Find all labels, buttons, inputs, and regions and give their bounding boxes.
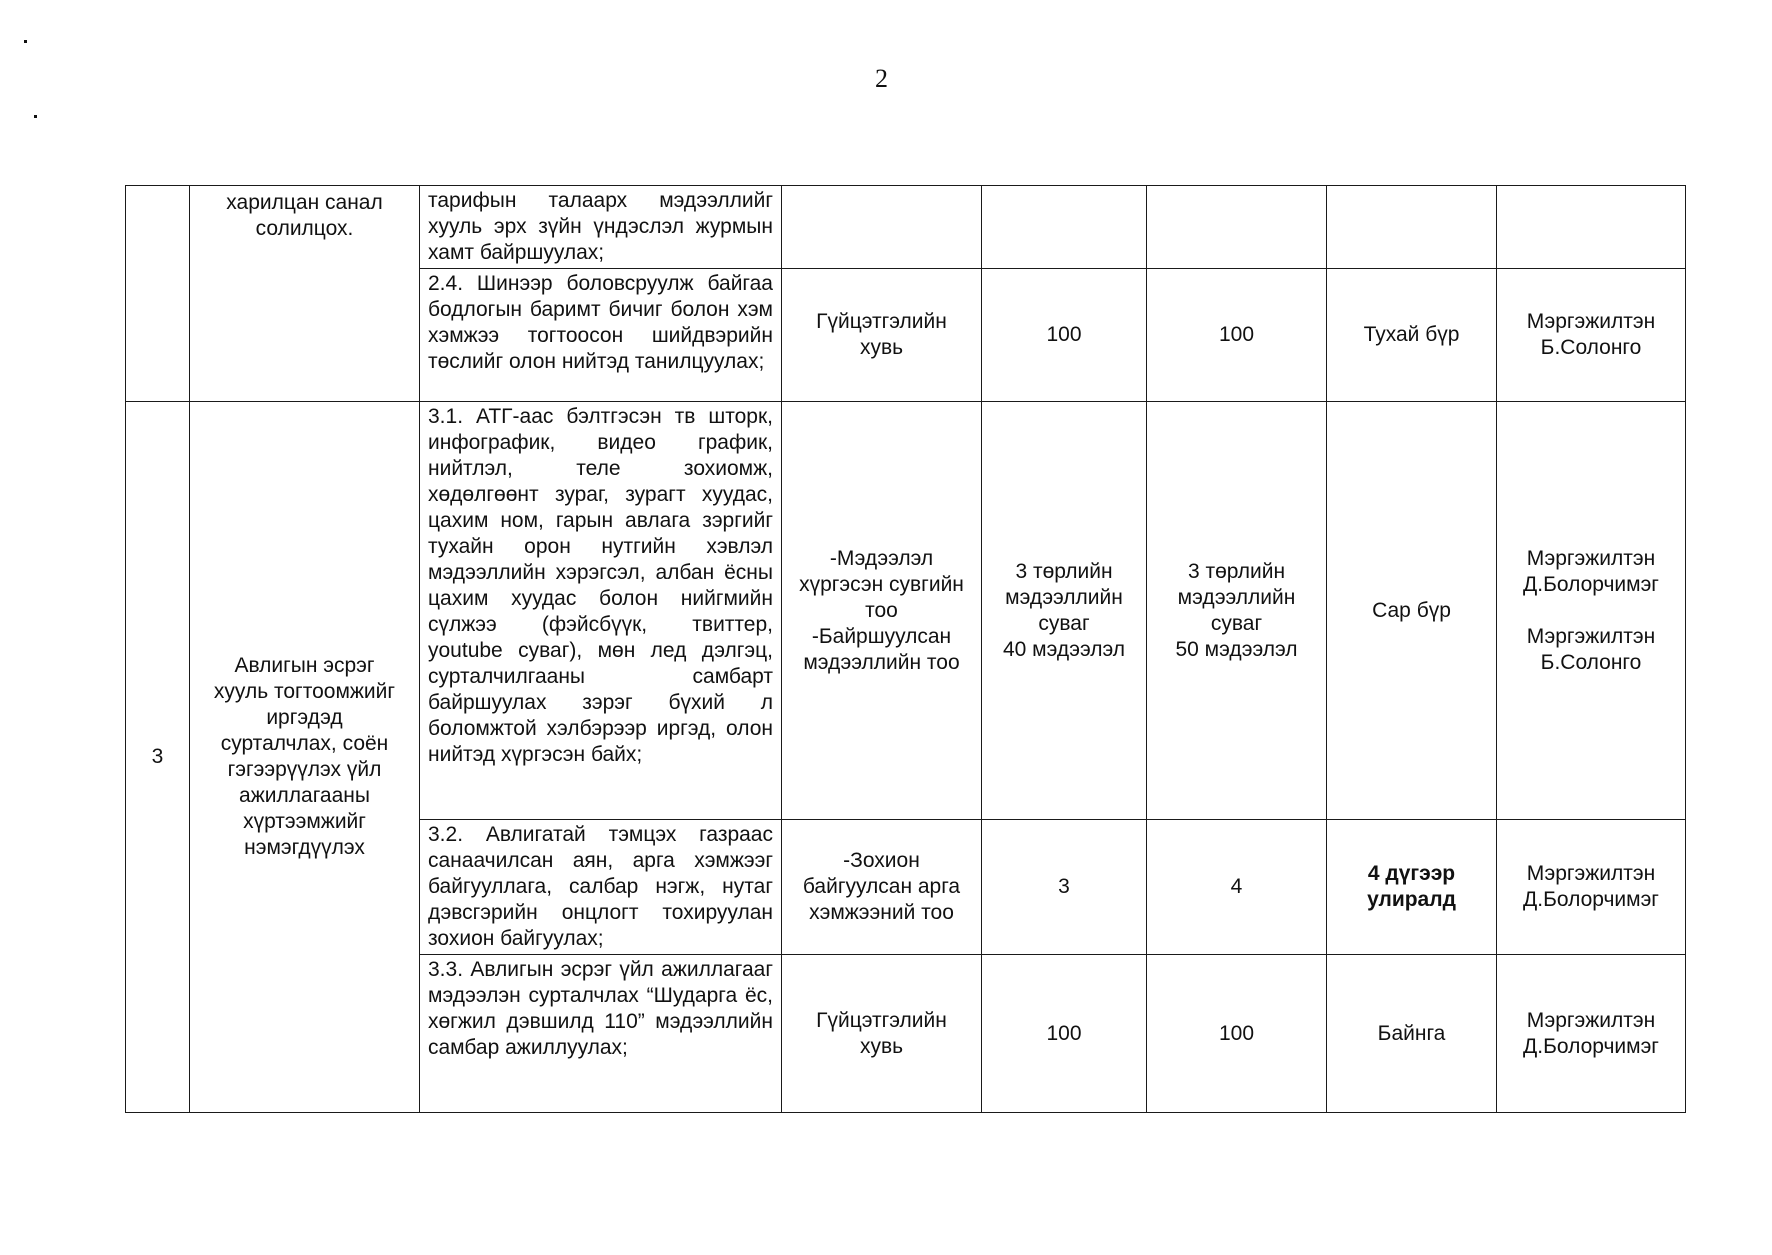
timeframe-cell bbox=[1327, 186, 1497, 269]
table-row bbox=[126, 402, 1686, 820]
target-cell bbox=[1147, 402, 1327, 820]
indicator-text: Гүйцэтгэлийн хувь bbox=[816, 1008, 947, 1058]
timeframe-cell bbox=[1327, 402, 1497, 820]
timeframe-text: 4 дүгээр улиралд bbox=[1367, 862, 1456, 911]
target-text: 3 төрлийн мэдээллийн суваг 50 мэдээлэл bbox=[1175, 559, 1298, 661]
baseline-cell bbox=[982, 269, 1147, 402]
goal-cell bbox=[190, 186, 420, 402]
page-number: 2 bbox=[875, 64, 888, 93]
activity-cell bbox=[420, 955, 782, 1113]
activity-text: тарифын талаарх мэдээллийг хууль эрх зүйн үндэслэл журмын хамт байршуулах; bbox=[428, 189, 773, 264]
target-cell bbox=[1147, 186, 1327, 269]
responsible-cell bbox=[1497, 186, 1686, 269]
responsible-cell bbox=[1497, 269, 1686, 402]
responsible-text: Мэргэжилтэн Б.Солонго bbox=[1526, 310, 1656, 359]
action-plan-table bbox=[125, 185, 1686, 1113]
baseline-cell bbox=[982, 955, 1147, 1113]
table-row bbox=[126, 186, 1686, 269]
target-cell bbox=[1147, 820, 1327, 955]
responsible-text: Мэргэжилтэн Д.Болорчимэг bbox=[1523, 862, 1659, 911]
indicator-text: Гүйцэтгэлийн хувь bbox=[816, 310, 947, 359]
timeframe-cell bbox=[1327, 820, 1497, 955]
activity-text: 3.3. Авлигын эсрэг үйл ажиллагааг мэдээлэн сурталчлах “Шударга ёс, хөгжил дэвшилд 110” мэдээллийн самбар ажиллуулах; bbox=[428, 958, 773, 1059]
responsible-text: Мэргэжилтэн Д.Болорчимэг bbox=[1523, 1008, 1659, 1058]
responsible-cell bbox=[1497, 402, 1686, 820]
responsible-cell bbox=[1497, 955, 1686, 1113]
activity-text: 3.1. АТГ-аас бэлтгэсэн тв шторк, инфографик, видео график, нийтлэл, теле зохиомж, хөдөлгөөнт зураг, зурагт хуудас, цахим ном, гарын авлага зэргийг тухайн орон нутгийн хэвлэл мэдээллийн хэрэгсэл, албан ёсны цахим хуудас болон нийгмийн сүлжээ (фэйсбүүк, твиттер, youtube суваг), мөн лед дэлгэц, сурталчилгааны самбарт байршуулах зэрэг бүхий л боломжтой хэлбэрээр иргэд, олон нийтэд хүргэсэн байх; bbox=[428, 405, 773, 766]
goal-cell bbox=[190, 402, 420, 1113]
timeframe-text: Тухай бүр bbox=[1363, 323, 1460, 346]
target-cell bbox=[1147, 955, 1327, 1113]
baseline-text: 3 bbox=[1058, 875, 1070, 898]
activity-text: 2.4. Шинээр боловсруулж байгаа бодлогын баримт бичиг болон хэм хэмжээ тогтоосон шийдвэрийн төслийг олон нийтэд танилцуулах; bbox=[428, 272, 773, 373]
scan-speck bbox=[34, 115, 37, 118]
responsible-cell bbox=[1497, 820, 1686, 955]
baseline-text: 100 bbox=[1046, 323, 1082, 346]
row-number-cell bbox=[126, 402, 190, 1113]
indicator-text: -Мэдээлэл хүргэсэн сувгийн тоо -Байршуулсан мэдээллийн тоо bbox=[799, 546, 964, 674]
target-text: 4 bbox=[1230, 875, 1243, 898]
indicator-cell bbox=[782, 402, 982, 820]
indicator-cell bbox=[782, 955, 982, 1113]
row-number-cell bbox=[126, 186, 190, 402]
timeframe-cell bbox=[1327, 269, 1497, 402]
row-number: 3 bbox=[151, 745, 164, 768]
activity-cell bbox=[420, 402, 782, 820]
timeframe-text: Сар бүр bbox=[1372, 598, 1451, 622]
goal-text: Авлигын эсрэг хууль тогтоомжийг иргэдэд сурталчлах, соён гэгээрүүлэх үйл ажиллагааны хүртээмжийг нэмэгдүүлэх bbox=[213, 654, 396, 859]
activity-cell bbox=[420, 269, 782, 402]
timeframe-cell bbox=[1327, 955, 1497, 1113]
activity-cell bbox=[420, 820, 782, 955]
target-cell bbox=[1147, 269, 1327, 402]
scan-speck bbox=[24, 40, 27, 43]
timeframe-text: Байнга bbox=[1377, 1021, 1446, 1045]
baseline-cell bbox=[982, 402, 1147, 820]
activity-cell bbox=[420, 186, 782, 269]
indicator-text: -Зохион байгуулсан арга хэмжээний тоо bbox=[802, 849, 961, 924]
target-text: 100 bbox=[1218, 323, 1255, 346]
baseline-text: 3 төрлийн мэдээллийн суваг 40 мэдээлэл bbox=[1002, 559, 1126, 661]
baseline-text: 100 bbox=[1046, 1021, 1082, 1045]
responsible-text: Мэргэжилтэн Д.Болорчимэг Мэргэжилтэн Б.Солонго bbox=[1523, 546, 1659, 674]
baseline-cell bbox=[982, 186, 1147, 269]
goal-text: харилцан санал солилцох. bbox=[226, 191, 383, 240]
target-text: 100 bbox=[1218, 1021, 1255, 1045]
activity-text: 3.2. Авлигатай тэмцэх газраас санаачилсан аян, арга хэмжээг байгууллага, салбар нэгж, нутаг дэвсгэрийн онцлогт тохируулан зохион байгуулах; bbox=[428, 823, 773, 950]
indicator-cell bbox=[782, 820, 982, 955]
indicator-cell bbox=[782, 269, 982, 402]
indicator-cell bbox=[782, 186, 982, 269]
baseline-cell bbox=[982, 820, 1147, 955]
